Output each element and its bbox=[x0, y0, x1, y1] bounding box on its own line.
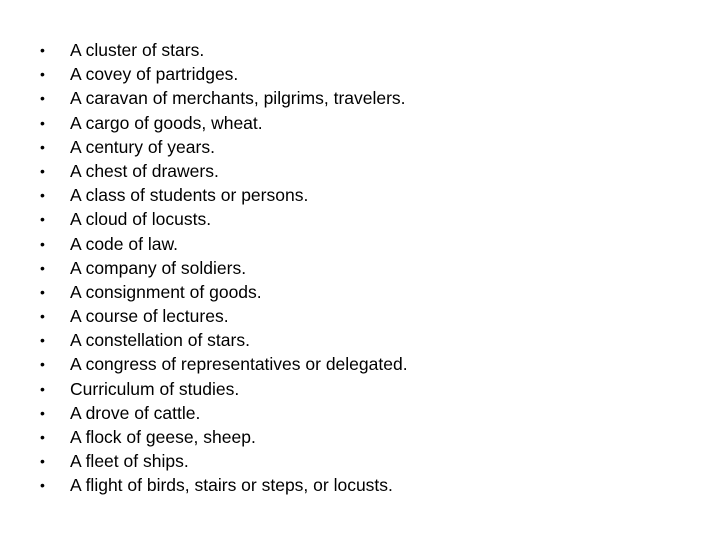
list-item-text: A covey of partridges. bbox=[70, 64, 239, 85]
list-item-text: Curriculum of studies. bbox=[70, 378, 240, 399]
bullet-icon: • bbox=[40, 308, 45, 325]
list-item bbox=[40, 86, 408, 110]
list-item bbox=[40, 449, 408, 473]
bullet-icon: • bbox=[40, 187, 45, 204]
list-item bbox=[40, 207, 408, 231]
list-item bbox=[40, 232, 408, 256]
list-item bbox=[40, 401, 408, 425]
list-item-text: A caravan of merchants, pilgrims, travelers. bbox=[70, 88, 406, 109]
list-item bbox=[40, 256, 408, 280]
bullet-icon: • bbox=[40, 235, 45, 252]
bullet-icon: • bbox=[40, 356, 45, 373]
bullet-icon: • bbox=[40, 259, 45, 276]
list-item bbox=[40, 328, 408, 352]
list-item-text: A chest of drawers. bbox=[70, 160, 219, 181]
list-item bbox=[40, 38, 408, 62]
bullet-icon: • bbox=[40, 477, 45, 494]
list-item bbox=[40, 377, 408, 401]
list-item-text: A century of years. bbox=[70, 136, 215, 157]
bullet-icon: • bbox=[40, 66, 45, 83]
list-item-text: A code of law. bbox=[70, 233, 178, 254]
bullet-icon: • bbox=[40, 114, 45, 131]
list-item-text: A constellation of stars. bbox=[70, 330, 250, 351]
bullet-icon: • bbox=[40, 211, 45, 228]
list-item-text: A cluster of stars. bbox=[70, 40, 205, 60]
bullet-icon: • bbox=[40, 453, 45, 470]
bullet-icon: • bbox=[40, 429, 45, 445]
bullet-icon: • bbox=[40, 90, 45, 107]
list-item-text: A cloud of locusts. bbox=[70, 209, 212, 230]
list-item-text: A congress of representatives or delegated. bbox=[70, 354, 408, 375]
list-item-text: A course of lectures. bbox=[70, 306, 229, 327]
list-item bbox=[40, 304, 408, 328]
bullet-icon: • bbox=[40, 283, 45, 300]
bullet-icon: • bbox=[40, 380, 45, 397]
bullet-icon: • bbox=[40, 404, 45, 421]
bullet-icon: • bbox=[40, 138, 45, 155]
list-item bbox=[40, 425, 408, 449]
list-item bbox=[40, 183, 408, 207]
list-item-text: A flock of geese, sheep. bbox=[70, 427, 256, 447]
list-item-text: A cargo of goods, wheat. bbox=[70, 112, 263, 133]
bullet-list bbox=[40, 38, 408, 498]
list-item bbox=[40, 473, 408, 497]
list-item bbox=[40, 280, 408, 304]
list-item-text: A company of soldiers. bbox=[70, 257, 247, 278]
list-item-text: A flight of birds, stairs or steps, or locusts. bbox=[70, 475, 393, 496]
list-item-text: A fleet of ships. bbox=[70, 451, 189, 472]
list-item-text: A drove of cattle. bbox=[70, 402, 201, 423]
list-item bbox=[40, 352, 408, 376]
bullet-icon: • bbox=[40, 42, 45, 58]
list-item bbox=[40, 135, 408, 159]
list-item bbox=[40, 62, 408, 86]
list-item-text: A consignment of goods. bbox=[70, 281, 262, 302]
bullet-icon: • bbox=[40, 332, 45, 349]
list-item-text: A class of students or persons. bbox=[70, 185, 309, 206]
list-item bbox=[40, 159, 408, 183]
bullet-icon: • bbox=[40, 162, 45, 179]
list-item bbox=[40, 111, 408, 135]
